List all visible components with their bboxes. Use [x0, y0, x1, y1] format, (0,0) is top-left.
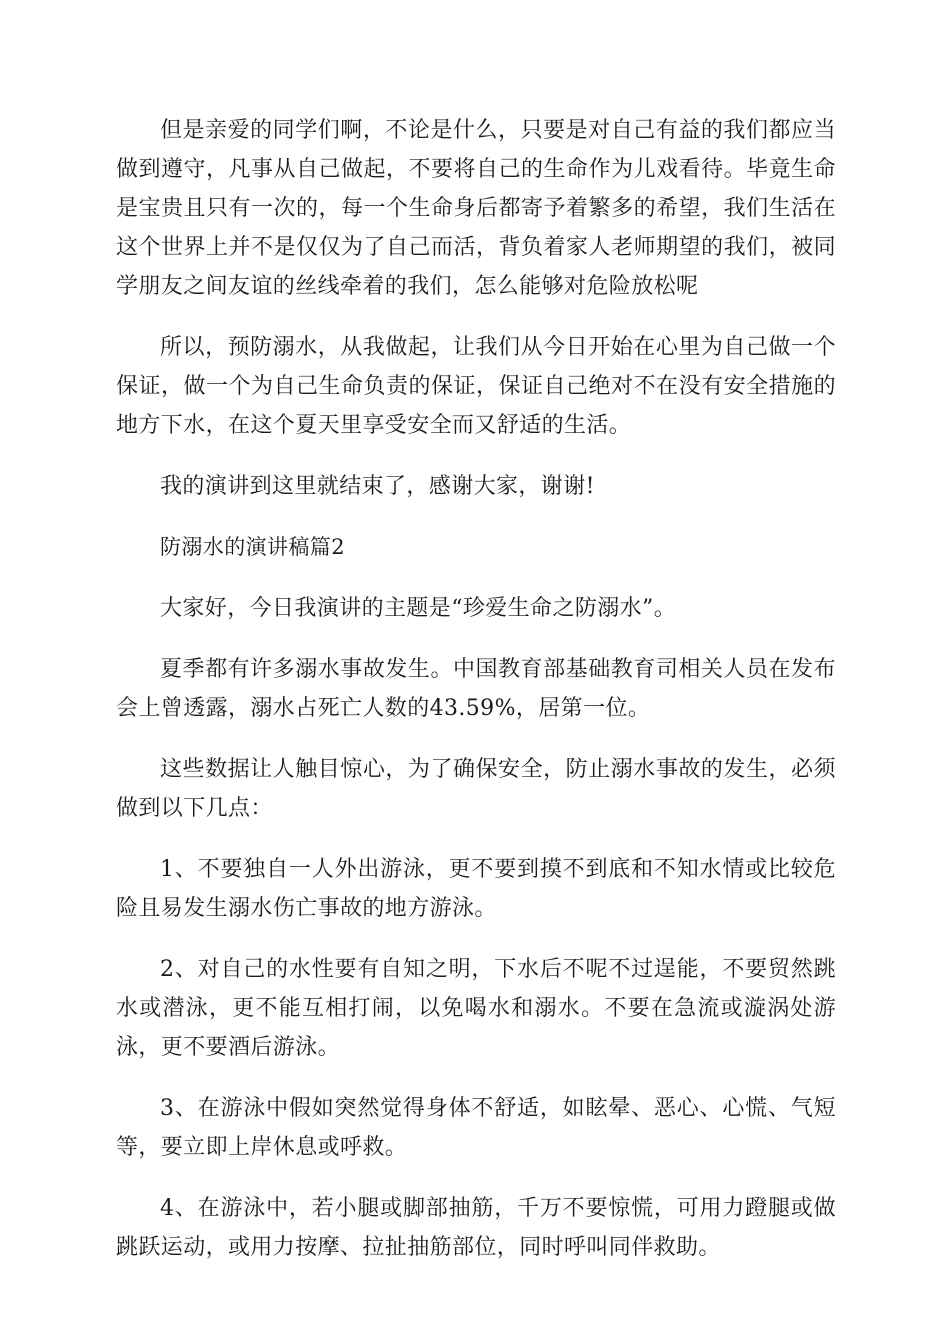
paragraph-conclusion-appeal: 但是亲爱的同学们啊，不论是什么，只要是对自己有益的我们都应当做到遵守，凡事从自己做起，不要将自己的生命作为儿戏看待。毕竟生命是宝贵且只有一次的，每一个生命身后都寄予着繁多的希望，我们生活在这个世界上并不是仅仅为了自己而活，背负着家人老师期望的我们，被同学朋友之间友谊的丝线牵着的我们，怎么能够对危险放松呢: [116, 118, 836, 299]
paragraph-greeting-topic: 大家好，今日我演讲的主题是“珍爱生命之防溺水”。: [160, 596, 677, 621]
paragraph-pledge: 所以，预防溺水，从我做起，让我们从今日开始在心里为自己做一个保证，做一个为自己生命负责的保证，保证自己绝对不在没有安全措施的地方下水，在这个夏天里享受安全而又舒适的生活。: [116, 335, 836, 438]
paragraph-intro-list: 这些数据让人触目惊心，为了确保安全，防止溺水事故的发生，必须做到以下几点：: [116, 757, 836, 821]
list-item-1: 1、不要独自一人外出游泳，更不要到摸不到底和不知水情或比较危险且易发生溺水伤亡事故的地方游泳。: [116, 857, 836, 921]
paragraph-statistics: 夏季都有许多溺水事故发生。中国教育部基础教育司相关人员在发布会上曾透露，溺水占死亡人数的43.59%，居第一位。: [116, 657, 836, 721]
document-page: [116, 111, 836, 1289]
list-item-3: 3、在游泳中假如突然觉得身体不舒适，如眩晕、恶心、心慌、气短等，要立即上岸休息或呼救。: [116, 1096, 836, 1160]
list-item-2: 2、对自己的水性要有自知之明，下水后不呢不过逞能，不要贸然跳水或潜泳，更不能互相打闹，以免喝水和溺水。不要在急流或漩涡处游泳，更不要酒后游泳。: [116, 957, 836, 1060]
list-item-4: 4、在游泳中，若小腿或脚部抽筋，千万不要惊慌，可用力蹬腿或做跳跃运动，或用力按摩、拉扯抽筋部位，同时呼叫同伴救助。: [116, 1196, 836, 1260]
section-heading: 防溺水的演讲稿篇2: [160, 535, 345, 559]
paragraph-closing-thanks: 我的演讲到这里就结束了，感谢大家，谢谢!: [160, 474, 595, 499]
